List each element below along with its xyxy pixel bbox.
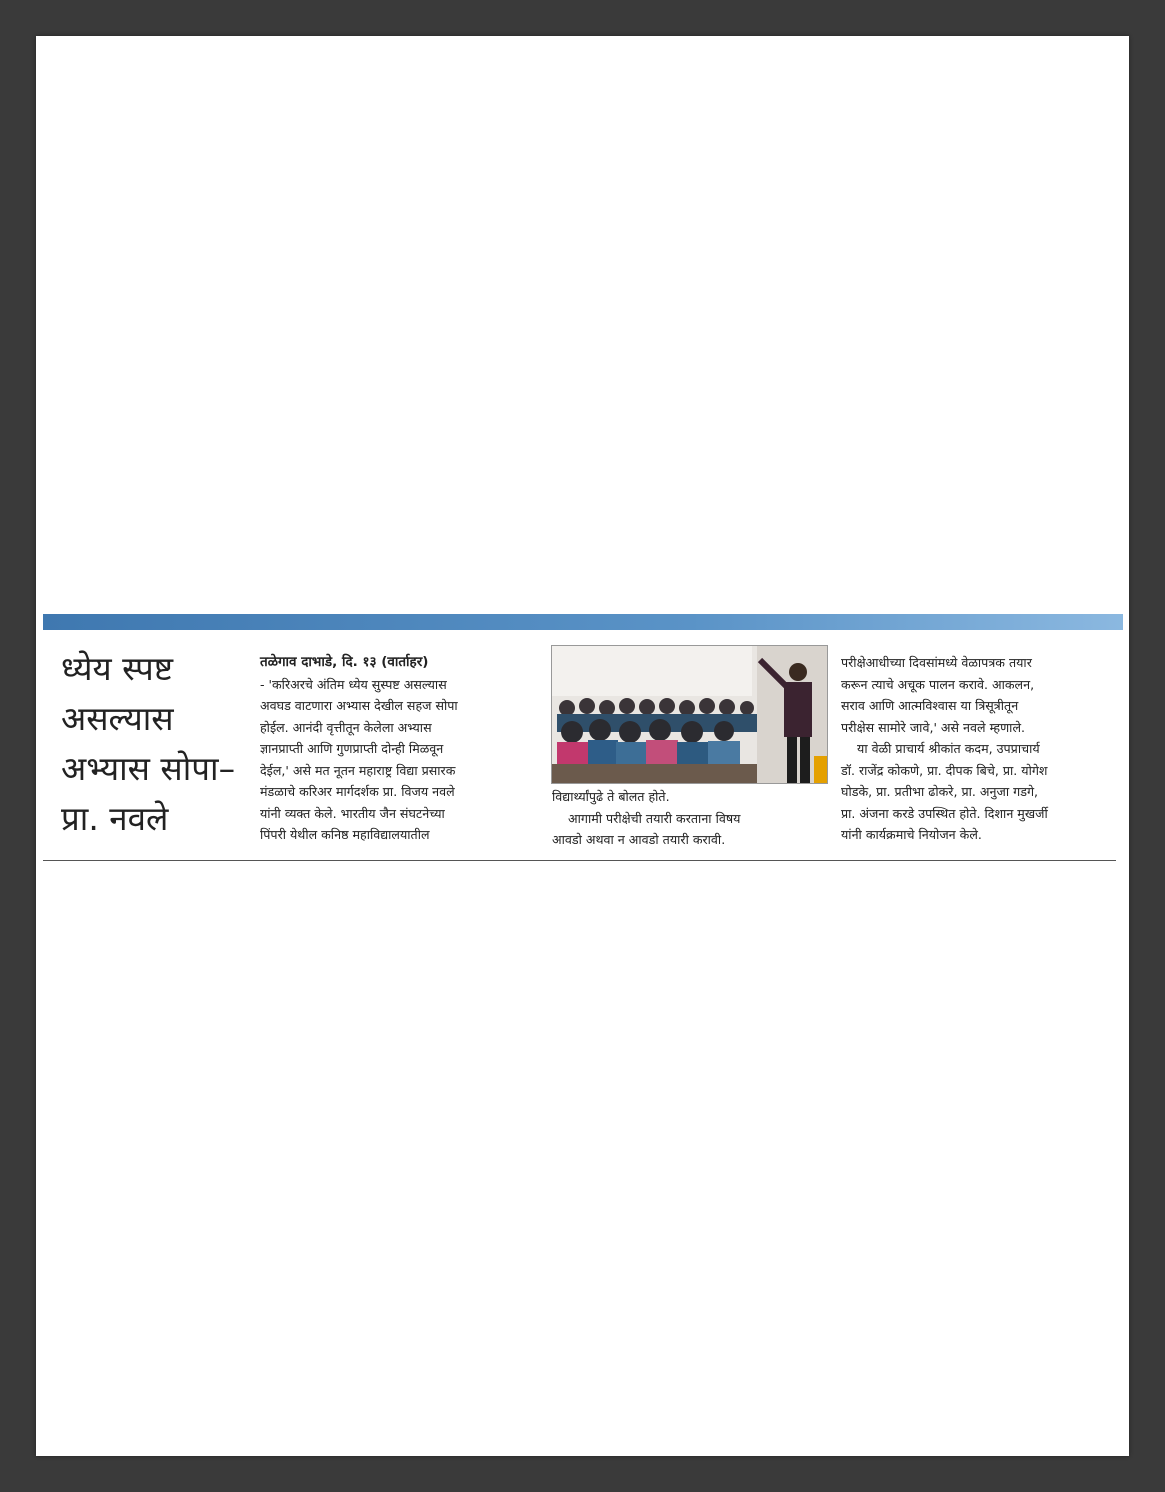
body-line: डॉ. राजेंद्र कोकणे, प्रा. दीपक बिचे, प्रा. योगेश [841, 762, 1048, 778]
body-line: घोडके, प्रा. प्रतीभा ढोकरे, प्रा. अनुजा गडगे, [841, 784, 1039, 799]
headline [61, 644, 261, 844]
divider [43, 860, 1116, 861]
body-line: मंडळाचे करिअर मार्गदर्शक प्रा. विजय नवले [260, 784, 455, 799]
headline-line: ध्येय स्पष्ट [61, 649, 174, 688]
body-line: प्रा. अंजना करडे उपस्थित होते. दिशान मुखर्जी [841, 805, 1048, 821]
body-line: देईल,' असे मत नूतन महाराष्ट्र विद्या प्रसारक [260, 762, 456, 778]
body-line: यांनी व्यक्त केले. भारतीय जैन संघटनेच्या [260, 805, 445, 821]
article-column-1 [260, 652, 515, 846]
dateline: तळेगाव दाभाडे, दि. १३ (वार्ताहर) [260, 654, 429, 670]
headline-line: असल्यास [61, 699, 174, 738]
cut-off-text-fragment [761, 870, 841, 880]
body-line: सराव आणि आत्मविश्वास या त्रिसूत्रीतून [841, 698, 1019, 713]
body-line: करून त्याचे अचूक पालन करावे. आकलन, [841, 676, 1035, 692]
article-column-2 [552, 786, 827, 851]
headline-line: अभ्यास सोपा– [61, 749, 236, 788]
newspaper-clipping [43, 614, 1123, 880]
body-line: परीक्षेआधीच्या दिवसांमध्ये वेळापत्रक तयार [841, 655, 1032, 670]
cut-off-text-fragment [151, 870, 181, 880]
body-line: आगामी परीक्षेची तयारी करताना विषय [552, 810, 741, 826]
headline-line: प्रा. नवले [61, 799, 169, 838]
body-line: विद्यार्थ्यांपुढे ते बोलत होते. [552, 789, 670, 804]
body-line: परीक्षेस सामोरे जावे,' असे नवले म्हणाले. [841, 719, 1025, 735]
body-line: यांनी कार्यक्रमाचे नियोजन केले. [841, 827, 982, 842]
article-column-3 [841, 652, 1123, 846]
body-line: होईल. आनंदी वृत्तीतून केलेला अभ्यास [260, 719, 432, 735]
classroom-photo [551, 645, 828, 784]
body-line: पिंपरी येथील कनिष्ठ महाविद्यालयातील [260, 827, 430, 842]
body-line: या वेळी प्राचार्य श्रीकांत कदम, उपप्राचार्य [841, 741, 1040, 756]
body-line: ज्ञानप्राप्ती आणि गुणप्राप्ती दोन्ही मिळवून [260, 741, 444, 756]
header-accent-bar [43, 614, 1123, 630]
body-line: आवडो अथवा न आवडो तयारी करावी. [552, 832, 726, 847]
body-line: अवघड वाटणारा अभ्यास देखील सहज सोपा [260, 698, 458, 713]
body-line: - 'करिअरचे अंतिम ध्येय सुस्पष्ट असल्यास [260, 676, 447, 692]
